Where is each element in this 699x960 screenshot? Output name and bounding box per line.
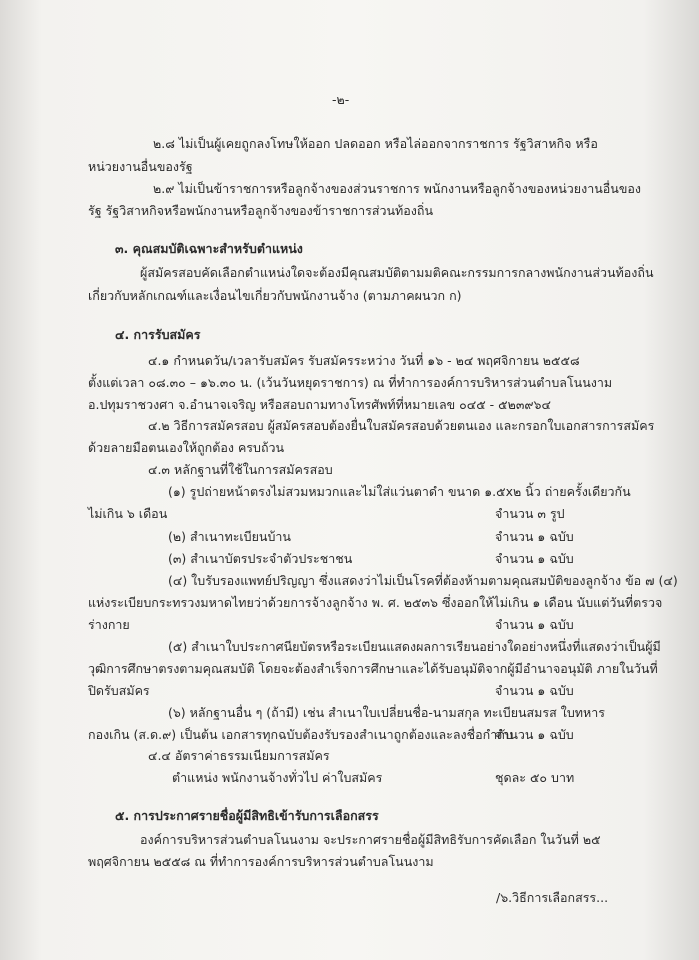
clause-4-2: ๔.๒ วิธีการสมัครสอบ ผู้สมัครสอบต้องยื่นใบสมัครสอบด้วยตนเอง และกรอกใบเอกสารการสมัคร: [148, 418, 655, 433]
clause-4-1: ๔.๑ กำหนดวัน/เวลารับสมัคร รับสมัครระหว่าง วันที่ ๑๖ - ๒๔ พฤศจิกายน ๒๕๕๘: [148, 353, 580, 368]
doc-item-4-line2: แห่งระเบียบกระทรวงมหาดไทยว่าด้วยการจ้างลูกจ้าง พ. ศ. ๒๕๓๖ ซึ่งออกให้ไม่เกิน ๑ เดือน นับแต่วันที่ตรวจ: [88, 595, 663, 610]
page-number: -๒-: [332, 92, 350, 107]
doc-item-2: (๒) สำเนาทะเบียนบ้าน: [168, 529, 291, 544]
clause-4-1-line2: ตั้งแต่เวลา ๐๘.๓๐ – ๑๖.๓๐ น. (เว้นวันหยุดราชการ) ณ ที่ทำการองค์การบริหารส่วนตำบลโนนงาม: [88, 375, 613, 390]
doc-item-5: (๕) สำเนาใบประกาศนียบัตรหรือระเบียนแสดงผลการเรียนอย่างใดอย่างหนึ่งที่แสดงว่าเป็นผู้มี: [168, 639, 661, 654]
clause-4-3-heading: ๔.๓ หลักฐานที่ใช้ในการสมัครสอบ: [148, 462, 333, 477]
section-3-text: ผู้สมัครสอบคัดเลือกตำแหน่งใดจะต้องมีคุณสมบัติตามมติคณะกรรมการกลางพนักงานส่วนท้องถิ่น: [140, 265, 654, 280]
clause-4-1-line3: อ.ปทุมราชวงศา จ.อำนาจเจริญ หรือสอบถามทางโทรศัพท์ที่หมายเลข ๐๔๕ - ๕๒๓๙๖๔: [88, 397, 551, 412]
doc-item-6-cont: กองเกิน (ส.ด.๙) เป็นต้น เอกสารทุกฉบับต้องรับรองสำเนาถูกต้องและลงชื่อกำกับ: [88, 727, 513, 742]
doc-item-5-line3: ปิดรับสมัคร: [88, 683, 150, 698]
section-3-heading: ๓. คุณสมบัติเฉพาะสำหรับตำแหน่ง: [115, 241, 303, 256]
doc-item-1: (๑) รูปถ่ายหน้าตรงไม่สวมหมวกและไม่ใส่แว่นตาดำ ขนาด ๑.๕x๒ นิ้ว ถ่ายครั้งเดียวกัน: [168, 484, 631, 499]
section-5-text: องค์การบริหารส่วนตำบลโนนงาม จะประกาศรายชื่อผู้มีสิทธิรับการคัดเลือก ในวันที่ ๒๕: [140, 832, 601, 847]
section-4-heading: ๔. การรับสมัคร: [115, 327, 201, 342]
doc-item-1-amount: จำนวน ๓ รูป: [495, 506, 565, 521]
clause-2-8-cont: หน่วยงานอื่นของรัฐ: [88, 159, 193, 174]
section-5-text-cont: พฤศจิกายน ๒๕๕๘ ณ ที่ทำการองค์การบริหารส่วนตำบลโนนงาม: [88, 854, 434, 869]
section-5-heading: ๕. การประกาศรายชื่อผู้มีสิทธิเข้ารับการเลือกสรร: [115, 808, 379, 823]
doc-item-2-amount: จำนวน ๑ ฉบับ: [495, 529, 574, 544]
doc-item-4: (๔) ใบรับรองแพทย์ปริญญา ซึ่งแสดงว่าไม่เป็นโรคที่ต้องห้ามตามคุณสมบัติของลูกจ้าง ข้อ ๗ (๔): [168, 573, 678, 588]
clause-4-2-cont: ด้วยลายมือตนเองให้ถูกต้อง ครบถ้วน: [88, 440, 285, 455]
doc-item-6: (๖) หลักฐานอื่น ๆ (ถ้ามี) เช่น สำเนาใบเปลี่ยนชื่อ-นามสกุล ทะเบียนสมรส ใบทหาร: [168, 705, 605, 720]
doc-item-5-amount: จำนวน ๑ ฉบับ: [495, 683, 574, 698]
doc-item-4-line3: ร่างกาย: [88, 617, 130, 632]
clause-2-9: ๒.๙ ไม่เป็นข้าราชการหรือลูกจ้างของส่วนราชการ พนักงานหรือลูกจ้างของหน่วยงานอื่นของ: [153, 181, 641, 196]
clause-2-8: ๒.๘ ไม่เป็นผู้เคยถูกลงโทษให้ออก ปลดออก หรือไล่ออกจากราชการ รัฐวิสาหกิจ หรือ: [153, 136, 598, 151]
doc-item-1-cont: ไม่เกิน ๖ เดือน: [88, 506, 168, 521]
clause-2-9-cont: รัฐ รัฐวิสาหกิจหรือพนักงานหรือลูกจ้างของข้าราชการส่วนท้องถิ่น: [88, 203, 434, 218]
doc-item-6-amount: จำนวน ๑ ฉบับ: [495, 727, 574, 742]
doc-item-5-line2: วุฒิการศึกษาตรงตามคุณสมบัติ โดยจะต้องสำเร็จการศึกษาและได้รับอนุมัติจากผู้มีอำนาจอนุมัติ ภายในวันที่: [88, 661, 658, 676]
doc-item-3: (๓) สำเนาบัตรประจำตัวประชาชน: [168, 551, 353, 566]
continuation-note: /๖.วิธีการเลือกสรร...: [496, 890, 609, 905]
clause-4-4-heading: ๔.๔ อัตราค่าธรรมเนียมการสมัคร: [148, 748, 330, 763]
doc-item-3-amount: จำนวน ๑ ฉบับ: [495, 551, 574, 566]
section-3-text-cont: เกี่ยวกับหลักเกณฑ์และเงื่อนไขเกี่ยวกับพนักงานจ้าง (ตามภาคผนวก ก): [88, 288, 462, 303]
doc-item-4-amount: จำนวน ๑ ฉบับ: [495, 617, 574, 632]
clause-4-4-amount: ชุดละ ๕๐ บาท: [495, 770, 575, 785]
clause-4-4-line: ตำแหน่ง พนักงานจ้างทั่วไป ค่าใบสมัคร: [172, 770, 383, 785]
